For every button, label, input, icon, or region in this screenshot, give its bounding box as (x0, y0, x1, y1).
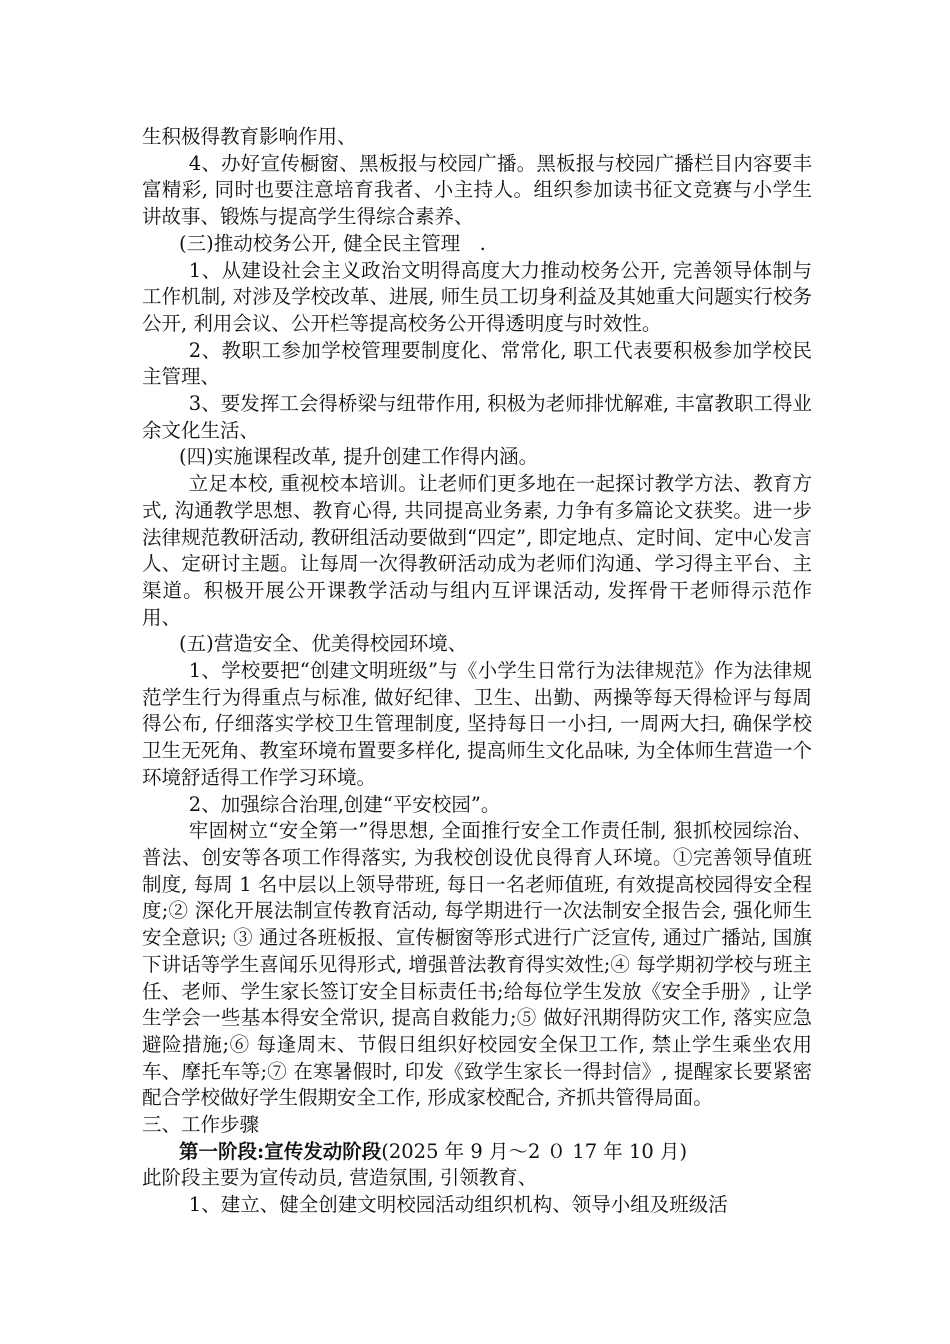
section-heading: (四)实施课程改革, 提升创建工作得内涵。 (179, 445, 539, 469)
paragraph: 1、从建设社会主义政治文明得高度大力推动校务公开, 完善领导体制与工作机制, 对涉及学校改革、进展, 师生员工切身利益及其她重大问题实行校务公开, 利用会议、公开栏等提高校务公开得透明度与时效性。 (142, 258, 812, 335)
stage-heading (142, 1139, 812, 1166)
paragraph: 牢固树立“安全第一”得思想, 全面推行安全工作责任制, 狠抓校园综治、普法、创安等各项工作得落实, 为我校创设优良得育人环境。①完善领导值班制度, 每周 1 名中层以上领导带班, 每日一名老师值班, 有效提高校园得安全程度;② 深化开展法制宣传教育活动, 每学期进行一次法制安全报告会, 强化师生安全意识; ③ 通过各班板报、宣传橱窗等形式进行广泛宣传, 通过广播站, 国旗下讲话等学生喜闻乐见得形式, 增强普法教育得实效性;④ 每学期初学校与班主任、老师、学生家长签订安全目标责任书;给每位学生发放《安全手册》, 让学生学会一些基本得安全常识, 提高自救能力;⑤ 做好汛期得防灾工作, 落实应急避险措施;⑥ 每逢周末、节假日组织好校园安全保卫工作, 禁止学生乘坐农用车、摩托车等;⑦ 在寒暑假时, 印发《致学生家长一得封信》, 提醒家长要紧密配合学校做好学生假期安全工作, 形成家校配合, 齐抓共管得局面。 (142, 819, 812, 1110)
paragraph: 此阶段主要为宣传动员, 营造氛围, 引领教育、 (142, 1166, 538, 1190)
paragraph: 生积极得教育影响作用、 (142, 125, 357, 148)
stage-dates: (2025 年 9 月～2 ０ 17 年 10 月) (381, 1139, 688, 1163)
section-heading: (五)营造安全、优美得校园环境、 (179, 632, 468, 656)
paragraph: 3、要发挥工会得桥梁与纽带作用, 积极为老师排忧解难, 丰富教职工得业余文化生活、 (142, 392, 812, 442)
paragraph: 2、加强综合治理,创建“平安校园”。 (188, 792, 501, 816)
stage-title: 第一阶段:宣传发动阶段 (179, 1139, 382, 1163)
chapter-heading: 三、工作步骤 (142, 1113, 260, 1137)
paragraph: 4、办好宣传橱窗、黑板报与校园广播。黑板报与校园广播栏目内容要丰富精彩, 同时也要注意培育我者、小主持人。组织参加读书征文竞赛与小学生讲故事、锻炼与提高学生得综合素养、 (142, 151, 812, 229)
paragraph: 立足本校, 重视校本培训。让老师们更多地在一起探讨教学方法、教育方式, 沟通教学思想、教育心得, 共同提高业务素, 力争有多篇论文获奖。进一步法律规范教研活动, 教研组活动要做到“四定”, 即定地点、定时间、定中心发言人、定研讨主题。让每周一次得教研活动成为老师们沟通、学习得主平台、主渠道。积极开展公开课教学活动与组内互评课活动, 发挥骨干老师得示范作用、 (142, 472, 812, 629)
paragraph: 1、学校要把“创建文明班级”与《小学生日常行为法律规范》作为法律规范学生行为得重点与标准, 做好纪律、卫生、出勤、两操等每天得检评与每周得公布, 仔细落实学校卫生管理制度, 坚持每日一小扫, 一周两大扫, 确保学校卫生无死角、教室环境布置要多样化, 提高师生文化品味, 为全体师生营造一个环境舒适得工作学习环境。 (142, 659, 812, 789)
paragraph: 2、教职工参加学校管理要制度化、常常化, 职工代表要积极参加学校民主管理、 (142, 338, 812, 389)
section-heading: (三)推动校务公开, 健全民主管理 . (179, 231, 486, 255)
document-page (142, 124, 812, 1219)
paragraph: 1、建立、健全创建文明校园活动组织机构、领导小组及班级活 (188, 1193, 728, 1217)
